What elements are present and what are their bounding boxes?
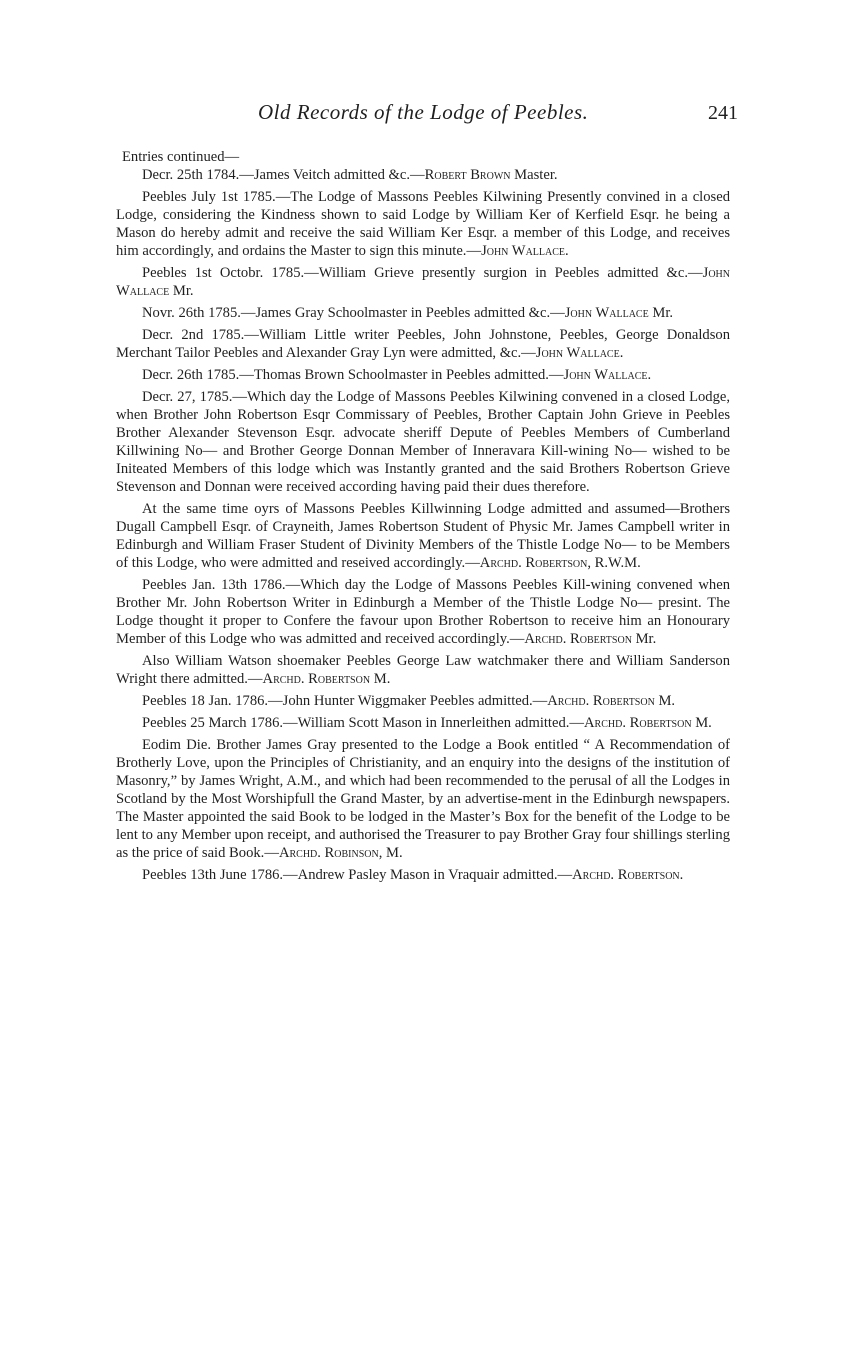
entry-signature-suffix: Mr. [648, 305, 674, 321]
entry-paragraph [116, 500, 730, 572]
entry-signature-suffix: M. [691, 715, 712, 731]
entry-text: Novr. 26th 1785.—James Gray Schoolmaster in Peebles admitted &c.— [142, 305, 565, 321]
entry-signature: John Wallace [564, 305, 649, 321]
entry-text: At the same time oyrs of Massons Peebles Killwinning Lodge admitted and assumed—Brothers Dugall Campbell Esqr. of Crayneith, James Robertson Student of Physic Mr. James Campbell writer in Edinburgh and William Fraser Student of Divinity Members of the Thistle Lodge No— to be Members of this Lodge, who were admitted and reseived accordingly.— [116, 501, 730, 571]
entry-text: Peebles 25 March 1786.—William Scott Mason in Innerleithen admitted.— [142, 715, 585, 731]
entry-signature: John Wallace [116, 265, 730, 299]
entry-text: Peebles Jan. 13th 1786.—Which day the Lodge of Massons Peebles Kill-wining convened when Brother Mr. John Robertson Writer in Edinburgh a Member of the Thistle Lodge No— presint. The Lodge thought it proper to Confere the favour upon Brother Robertson to receive him an Honourary Member of this Lodge who was admitted and received accordingly.— [116, 577, 730, 647]
entry-paragraph [116, 388, 730, 496]
entry-paragraph [116, 576, 730, 648]
entry-signature: John Wallace [535, 345, 620, 361]
entry-signature: Archd. Robertson [524, 631, 632, 647]
entry-text: Decr. 26th 1785.—Thomas Brown Schoolmaster in Peebles admitted.— [142, 367, 564, 383]
entry-signature-suffix: M. [370, 671, 391, 687]
entry-signature-suffix: , R.W.M. [587, 555, 641, 571]
entry-text: Decr. 2nd 1785.—William Little writer Peebles, John Johnstone, Peebles, George Donaldson Merchant Tailor Peebles and Alexander Gray Lyn were admitted, &c.— [116, 327, 730, 361]
entry-text: Decr. 25th 1784.—James Veitch admitted &c.— [142, 167, 425, 183]
entry-text: Decr. 27, 1785.—Which day the Lodge of Massons Peebles Kilwining convened in a closed Lodge, when Brother John Robertson Esqr Commissary of Peebles, Brother Captain John Grieve in Peebles Brother Alexander Stevenson Esqr. advocate sheriff Depute of Peebles Members of Cumberland Killwining No— and Brother George Donnan Member of Inneravara Kill-wining No— wished to be Initeated Members of this lodge which was Instantly granted and the said Brothers Robertson Grieve Stevenson and Donnan were received according having paid their dues therefore. [116, 389, 730, 495]
entry-paragraph [116, 166, 730, 184]
intro-line: Entries continued— [122, 149, 240, 165]
entry-paragraph [116, 866, 730, 884]
entry-signature: John Wallace [563, 367, 648, 383]
entry-text: Peebles 1st Octobr. 1785.—William Grieve presently surgion in Peebles admitted &c.— [142, 265, 703, 281]
entry-signature: Robert Brown [424, 167, 511, 183]
page-number: 241 [708, 102, 738, 124]
entry-signature: Archd. Robertson [479, 555, 588, 571]
entry-signature-suffix: . [647, 367, 652, 383]
entry-signature: John Wallace [481, 243, 566, 259]
entry-paragraph [116, 188, 730, 260]
entry-signature-suffix: Mr. [631, 631, 657, 647]
entry-text: Peebles 18 Jan. 1786.—John Hunter Wiggmaker Peebles admitted.— [142, 693, 548, 709]
entry-paragraph [116, 736, 730, 862]
entry-signature-suffix: . [679, 867, 684, 883]
entry-signature-suffix: Mr. [169, 283, 194, 299]
running-title: Old Records of the Lodge of Peebles. [258, 100, 589, 124]
entry-paragraph [116, 366, 730, 384]
entry-paragraph [116, 326, 730, 362]
entry-text: Eodim Die. Brother James Gray presented to the Lodge a Book entitled “ A Recommendation of Brotherly Love, upon the Principles of Christianity, and an enquiry into the designs of the institution of Masonry,” by James Wright, A.M., and which had been recommended to the perusal of all the Lodges in Scotland by the Most Worshipfull the Grand Master, by an advertise-ment in the Edinburgh newspapers. The Master appointed the said Book to be lodged in the Master’s Box for the benefit of the Lodge to be lent to any Member upon receipt, and authorised the Treasurer to pay Brother Gray four shillings sterling as the price of said Book.— [116, 737, 730, 861]
entry-signature: Archd. Robinson [278, 845, 379, 861]
entry-text: Peebles 13th June 1786.—Andrew Pasley Mason in Vraquair admitted.— [142, 867, 573, 883]
entry-paragraph [116, 714, 730, 732]
entry-paragraph [116, 692, 730, 710]
entry-signature: Archd. Robertson [262, 671, 371, 687]
running-head [118, 100, 738, 130]
entry-signature: Archd. Robertson [547, 693, 655, 709]
entry-signature-suffix: M. [654, 693, 676, 709]
body-text [116, 148, 730, 888]
entry-signature: Archd. Robertson [572, 867, 680, 883]
entry-signature-suffix: . [565, 243, 569, 259]
entry-text: Peebles July 1st 1785.—The Lodge of Massons Peebles Kilwining Presently convined in a closed Lodge, considering the Kindness shown to said Lodge by William Ker of Kerfield Esqr. he being a Mason do hereby admit and receive the said William Ker Esqr. a member of this Lodge, and receives him accordingly, and ordains the Master to sign this minute.— [116, 189, 730, 259]
entry-paragraph [116, 264, 730, 300]
entry-signature-suffix: Master. [510, 167, 558, 183]
entry-paragraph [116, 304, 730, 322]
entry-signature-suffix: , M. [378, 845, 403, 861]
entry-signature-suffix: . [619, 345, 624, 361]
entry-signature: Archd. Robertson [584, 715, 692, 731]
entry-paragraph [116, 652, 730, 688]
entry-text: Also William Watson shoemaker Peebles George Law watchmaker there and William Sanderson Wright there admitted.— [116, 653, 730, 687]
